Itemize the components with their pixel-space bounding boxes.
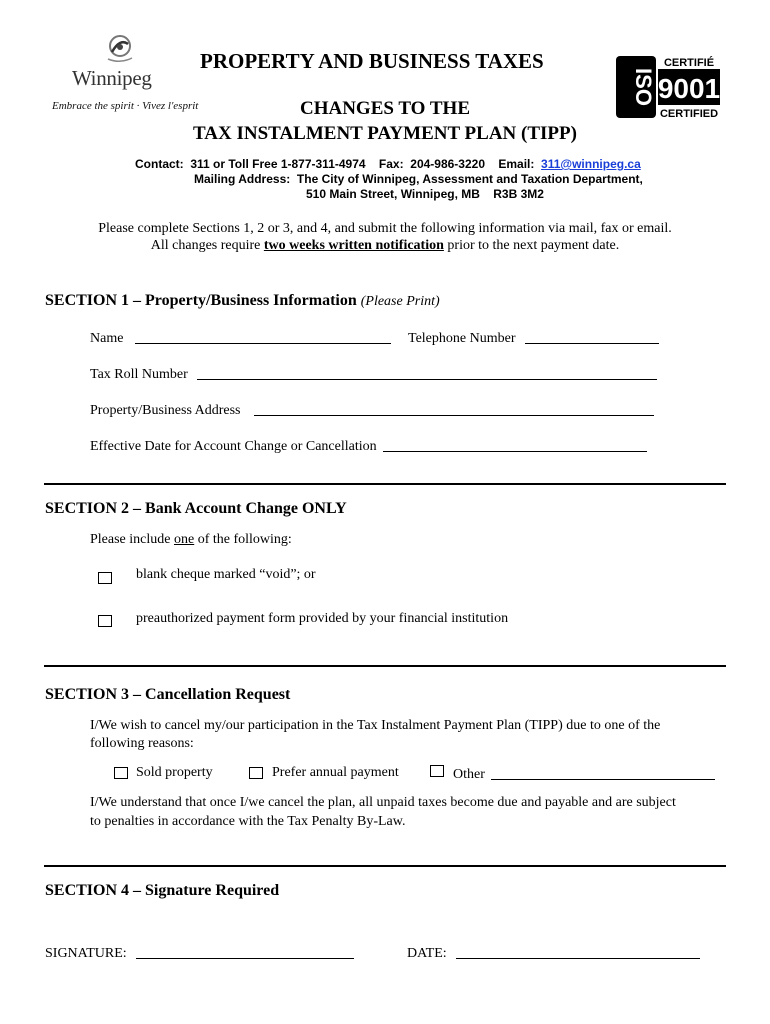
signature-field[interactable] <box>136 944 354 959</box>
sold-property-label: Sold property <box>136 765 213 780</box>
section-3-title: SECTION 3 – Cancellation Request <box>45 686 291 703</box>
section-2-title: SECTION 2 – Bank Account Change ONLY <box>45 500 347 517</box>
contact-line: Contact: 311 or Toll Free 1-877-311-4974 Fax: 204-986-3220 Email: 311@winnipeg.ca <box>135 157 641 171</box>
tax-roll-field[interactable] <box>197 365 657 380</box>
email-link[interactable]: 311@winnipeg.ca <box>541 157 641 171</box>
sold-property-checkbox[interactable] <box>114 767 128 779</box>
section-3-text-line-2: following reasons: <box>90 736 194 751</box>
section-3-note-line-2: to penalties in accordance with the Tax Penalty By-Law. <box>90 814 406 829</box>
address-row: Property/Business Address <box>90 401 654 419</box>
intro-line-2: All changes require two weeks written notification prior to the next payment date. <box>150 238 620 253</box>
mailing-address-line-1: Mailing Address: The City of Winnipeg, Assessment and Taxation Department, <box>194 172 643 186</box>
subtitle-line-2: TAX INSTALMENT PAYMENT PLAN (TIPP) <box>193 123 577 144</box>
date-field[interactable] <box>456 944 700 959</box>
section-4-title: SECTION 4 – Signature Required <box>45 882 280 899</box>
other-reason-row: Other <box>453 765 715 783</box>
signature-row: SIGNATURE: <box>45 944 354 962</box>
address-field[interactable] <box>254 401 654 416</box>
date-row: DATE: <box>407 944 700 962</box>
logo-wordmark: Winnipeg <box>72 66 152 90</box>
effective-date-row: Effective Date for Account Change or Cancellation <box>90 437 647 455</box>
section-3-note-line-1: I/We understand that once I/we cancel the plan, all unpaid taxes become due and payable and are subject <box>90 795 676 810</box>
name-field[interactable] <box>135 329 391 344</box>
preauthorized-form-checkbox[interactable] <box>98 615 112 627</box>
iso-number: 9001 <box>657 73 720 104</box>
section-divider <box>44 483 726 485</box>
section-1-title: SECTION 1 – Property/Business Information (Please Print) <box>45 292 440 309</box>
prefer-annual-checkbox[interactable] <box>249 767 263 779</box>
other-reason-checkbox[interactable] <box>430 765 444 777</box>
tax-roll-row: Tax Roll Number <box>90 365 657 383</box>
iso-bottom-text: CERTIFIED <box>659 108 719 120</box>
effective-date-field[interactable] <box>383 437 647 452</box>
void-cheque-label: blank cheque marked “void”; or <box>136 567 316 582</box>
iso-top-text: CERTIFIÉ <box>663 57 715 69</box>
section-2-instruction: Please include one of the following: <box>90 532 292 547</box>
preauthorized-form-label: preauthorized payment form provided by your financial institution <box>136 611 509 626</box>
section-divider <box>44 665 726 667</box>
name-row: Name <box>90 329 391 347</box>
telephone-row: Telephone Number <box>408 329 659 347</box>
logo-slogan: Embrace the spirit · Vivez l'esprit <box>52 100 199 112</box>
other-reason-field[interactable] <box>491 765 715 780</box>
telephone-field[interactable] <box>525 329 659 344</box>
page-title: PROPERTY AND BUSINESS TAXES <box>200 49 544 73</box>
section-divider <box>44 865 726 867</box>
void-cheque-checkbox[interactable] <box>98 572 112 584</box>
section-3-text-line-1: I/We wish to cancel my/our participation in the Tax Instalment Payment Plan (TIPP) due to one of the <box>90 718 661 733</box>
subtitle-line-1: CHANGES TO THE <box>299 98 470 119</box>
intro-line-1: Please complete Sections 1, 2 or 3, and 4, and submit the following information via mail, fax or email. <box>98 221 672 236</box>
prefer-annual-label: Prefer annual payment <box>272 765 399 780</box>
iso-letters: ISO <box>631 68 656 106</box>
mailing-address-line-2: 510 Main Street, Winnipeg, MB R3B 3M2 <box>306 187 544 201</box>
